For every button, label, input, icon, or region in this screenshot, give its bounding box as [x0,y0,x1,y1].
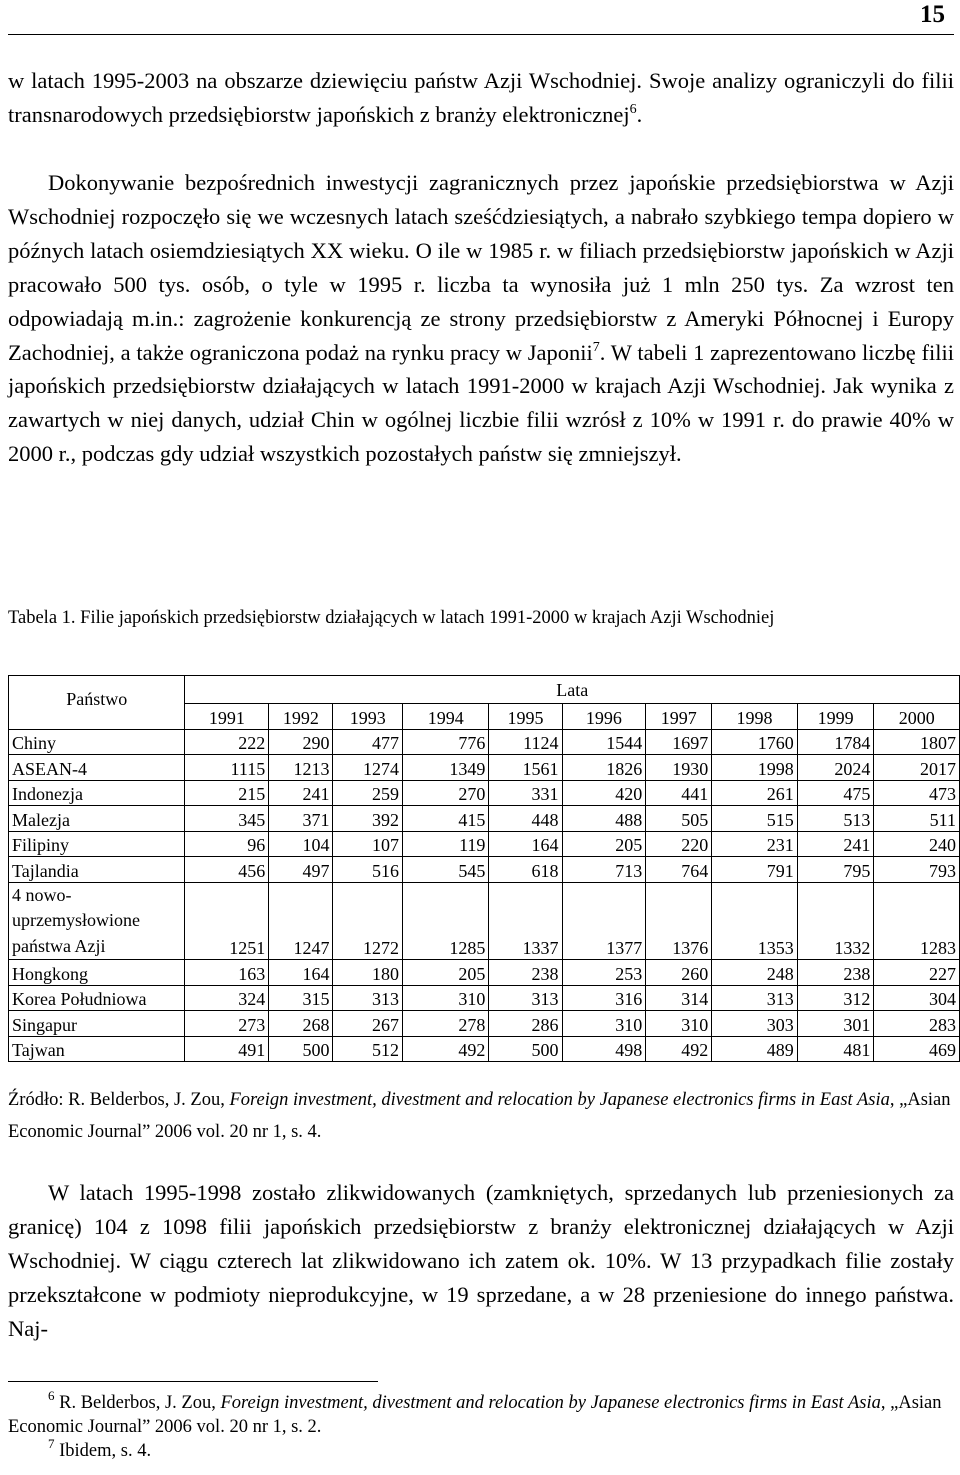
value-cell: 713 [562,857,646,883]
year-header: 1994 [403,704,489,730]
value-cell: 345 [185,806,269,832]
value-cell: 259 [333,780,403,806]
value-cell: 331 [489,780,562,806]
value-cell: 303 [712,1011,798,1037]
country-cell: Hongkong [9,960,185,986]
value-cell: 545 [403,857,489,883]
table-row [9,857,960,883]
value-cell: 290 [269,729,333,755]
country-cell: Chiny [9,729,185,755]
value-cell: 310 [646,1011,712,1037]
value-cell: 469 [874,1036,960,1062]
country-column-header: Państwo [9,676,185,730]
value-cell: 241 [797,831,874,857]
value-cell: 492 [403,1036,489,1062]
footnote-6-authors: R. Belderbos, J. Zou, [59,1393,216,1413]
value-cell: 310 [562,1011,646,1037]
value-cell: 473 [874,780,960,806]
value-cell: 286 [489,1011,562,1037]
value-cell: 241 [269,780,333,806]
value-cell: 222 [185,729,269,755]
table-row [9,780,960,806]
header-rule [8,34,954,35]
table-row [9,1011,960,1037]
value-cell: 215 [185,780,269,806]
value-cell: 315 [269,985,333,1011]
year-header: 1999 [797,704,874,730]
table-row [9,831,960,857]
footnote-6-rest: , „Asian Economic Journal” 2006 vol. 20 nr 1, s. 2. [8,1393,942,1437]
value-cell: 415 [403,806,489,832]
footnote-ref-6[interactable]: 6 [629,101,637,117]
value-cell: 180 [333,960,403,986]
year-header: 1998 [712,704,798,730]
country-cell: ASEAN-4 [9,755,185,781]
value-cell: 791 [712,857,798,883]
value-cell: 301 [797,1011,874,1037]
value-cell: 312 [797,985,874,1011]
value-cell: 1930 [646,755,712,781]
value-cell: 513 [797,806,874,832]
value-cell: 618 [489,857,562,883]
value-cell: 1544 [562,729,646,755]
footnote-separator [8,1381,378,1382]
value-cell: 1283 [874,882,960,960]
table-header-row-1 [9,676,960,704]
value-cell: 205 [403,960,489,986]
value-cell: 227 [874,960,960,986]
value-cell: 1376 [646,882,712,960]
value-cell: 238 [489,960,562,986]
value-cell: 1349 [403,755,489,781]
value-cell: 2017 [874,755,960,781]
value-cell: 500 [489,1036,562,1062]
value-cell: 316 [562,985,646,1011]
value-cell: 491 [185,1036,269,1062]
year-header: 1993 [333,704,403,730]
country-cell: Korea Południowa [9,985,185,1011]
value-cell: 1124 [489,729,562,755]
value-cell: 273 [185,1011,269,1037]
footnote-6-number: 6 [48,1388,55,1403]
value-cell: 475 [797,780,874,806]
table-source [8,1084,954,1148]
year-header: 2000 [874,704,960,730]
value-cell: 516 [333,857,403,883]
value-cell: 505 [646,806,712,832]
value-cell: 304 [874,985,960,1011]
source-title: Foreign investment, divestment and relocation by Japanese electronics firms in East Asia [229,1090,890,1110]
value-cell: 119 [403,831,489,857]
value-cell: 793 [874,857,960,883]
value-cell: 1274 [333,755,403,781]
table-row [9,806,960,832]
source-label: Źródło: [8,1090,64,1110]
value-cell: 2024 [797,755,874,781]
value-cell: 1332 [797,882,874,960]
table-row [9,755,960,781]
country-cell: Indonezja [9,780,185,806]
value-cell: 310 [403,985,489,1011]
value-cell: 104 [269,831,333,857]
value-cell: 497 [269,857,333,883]
paragraph-2-text-a: Dokonywanie bezpośrednich inwestycji zagranicznych przez japońskie przedsiębiorstwa w Azji Wschodniej rozpoczęło się we wczesnych latach sześćdziesiątych, a nabrało szybkiego tempa dopiero w późnych latach osiemdziesiątych XX wieku. O ile w 1985 r. w filiach przedsiębiorstw japońskich w Azji pracowało 500 tys. osób, o tyle w 1995 r. liczba ta wynosiła już 1 mln 250 tys. Za wzrost ten odpowiadają m.in.: zagrożenie konkurencją ze strony przedsiębiorstw z Ameryki Północnej i Europy Zachodniej, a także ograniczona podaż na rynku pracy w Japonii [8,170,954,365]
paragraph-3: W latach 1995-1998 zostało zlikwidowanych (zamkniętych, sprzedanych lub przeniesionych za granicę) 104 z 1098 filii japońskich przedsiębiorstw z branży elektronicznej działających w Azji Wschodniej. W ciągu czterech lat zlikwidowano ich zatem ok. 10%. W 13 przypadkach filie zostały przekształcone w podmioty nieprodukcyjne, w 19 sprzedane, a w 28 przeniesione do innego państwa. Naj- [8,1180,954,1341]
value-cell: 267 [333,1011,403,1037]
year-header: 1995 [489,704,562,730]
value-cell: 371 [269,806,333,832]
value-cell: 1247 [269,882,333,960]
value-cell: 456 [185,857,269,883]
value-cell: 238 [797,960,874,986]
value-cell: 1807 [874,729,960,755]
value-cell: 240 [874,831,960,857]
value-cell: 324 [185,985,269,1011]
value-cell: 1251 [185,882,269,960]
value-cell: 1784 [797,729,874,755]
value-cell: 1353 [712,882,798,960]
value-cell: 1697 [646,729,712,755]
value-cell: 492 [646,1036,712,1062]
value-cell: 515 [712,806,798,832]
paragraph-1 [8,64,954,132]
page-number: 15 [920,1,945,28]
value-cell: 205 [562,831,646,857]
value-cell: 1213 [269,755,333,781]
value-cell: 313 [333,985,403,1011]
country-cell: Filipiny [9,831,185,857]
value-cell: 283 [874,1011,960,1037]
value-cell: 164 [489,831,562,857]
year-header: 1992 [269,704,333,730]
value-cell: 1998 [712,755,798,781]
footnote-7 [8,1436,954,1463]
paragraph-2 [8,166,954,471]
value-cell: 231 [712,831,798,857]
value-cell: 1377 [562,882,646,960]
value-cell: 477 [333,729,403,755]
table-row [9,729,960,755]
value-cell: 448 [489,806,562,832]
value-cell: 1826 [562,755,646,781]
value-cell: 220 [646,831,712,857]
table-row [9,960,960,986]
table-row [9,985,960,1011]
value-cell: 1561 [489,755,562,781]
affiliates-table [8,675,960,1062]
value-cell: 96 [185,831,269,857]
footnote-ref-7[interactable]: 7 [592,339,600,355]
value-cell: 268 [269,1011,333,1037]
paragraph-1-text: w latach 1995-2003 na obszarze dziewięciu państw Azji Wschodniej. Swoje analizy ograniczyli do filii transnarodowych przedsiębiorstw japońskich z branży elektronicznej [8,68,954,127]
years-group-header: Lata [185,676,960,704]
year-header: 1996 [562,704,646,730]
value-cell: 1285 [403,882,489,960]
value-cell: 392 [333,806,403,832]
value-cell: 163 [185,960,269,986]
value-cell: 795 [797,857,874,883]
value-cell: 248 [712,960,798,986]
value-cell: 511 [874,806,960,832]
footnotes [8,1388,954,1463]
value-cell: 776 [403,729,489,755]
paragraph-1-tail: . [636,101,643,127]
value-cell: 278 [403,1011,489,1037]
value-cell: 441 [646,780,712,806]
source-rest: , „Asian Economic Journal” 2006 vol. 20 nr 1, s. 4. [8,1090,951,1142]
value-cell: 498 [562,1036,646,1062]
value-cell: 764 [646,857,712,883]
country-cell: Malezja [9,806,185,832]
value-cell: 489 [712,1036,798,1062]
value-cell: 1272 [333,882,403,960]
value-cell: 260 [646,960,712,986]
value-cell: 314 [646,985,712,1011]
value-cell: 481 [797,1036,874,1062]
footnote-6-title: Foreign investment, divestment and relocation by Japanese electronics firms in East Asia [220,1393,881,1413]
table-caption: Tabela 1. Filie japońskich przedsiębiorstw działających w latach 1991-2000 w krajach Azji Wschodniej [8,608,775,628]
country-cell: Tajlandia [9,857,185,883]
year-header: 1997 [646,704,712,730]
value-cell: 313 [489,985,562,1011]
country-cell: Singapur [9,1011,185,1037]
table-row [9,1036,960,1062]
value-cell: 488 [562,806,646,832]
year-header: 1991 [185,704,269,730]
country-cell: Tajwan [9,1036,185,1062]
table-row [9,882,960,960]
source-authors: R. Belderbos, J. Zou, [68,1090,225,1110]
value-cell: 500 [269,1036,333,1062]
paragraph-2-text-b: . W tabeli 1 zaprezentowano liczbę filii japońskich przedsiębiorstw działających w latach 1991-2000 w krajach Azji Wschodniej. Jak wynika z zawartych w niej danych, udział Chin w ogólnej liczbie filii wzrósł z 10% w 1991 r. do prawie 40% w 2000 r., podczas gdy udział wszystkich pozostałych państw się zmniejszył. [8,339,954,467]
country-cell: 4 nowo-uprzemysłowione państwa Azji [9,882,185,960]
value-cell: 420 [562,780,646,806]
value-cell: 1115 [185,755,269,781]
footnote-7-number: 7 [48,1436,55,1451]
value-cell: 512 [333,1036,403,1062]
value-cell: 313 [712,985,798,1011]
value-cell: 107 [333,831,403,857]
table-body [9,676,960,1062]
footnote-6 [8,1388,954,1439]
value-cell: 1760 [712,729,798,755]
value-cell: 253 [562,960,646,986]
value-cell: 164 [269,960,333,986]
value-cell: 270 [403,780,489,806]
value-cell: 1337 [489,882,562,960]
footnote-7-text: Ibidem, s. 4. [59,1441,152,1461]
value-cell: 261 [712,780,798,806]
